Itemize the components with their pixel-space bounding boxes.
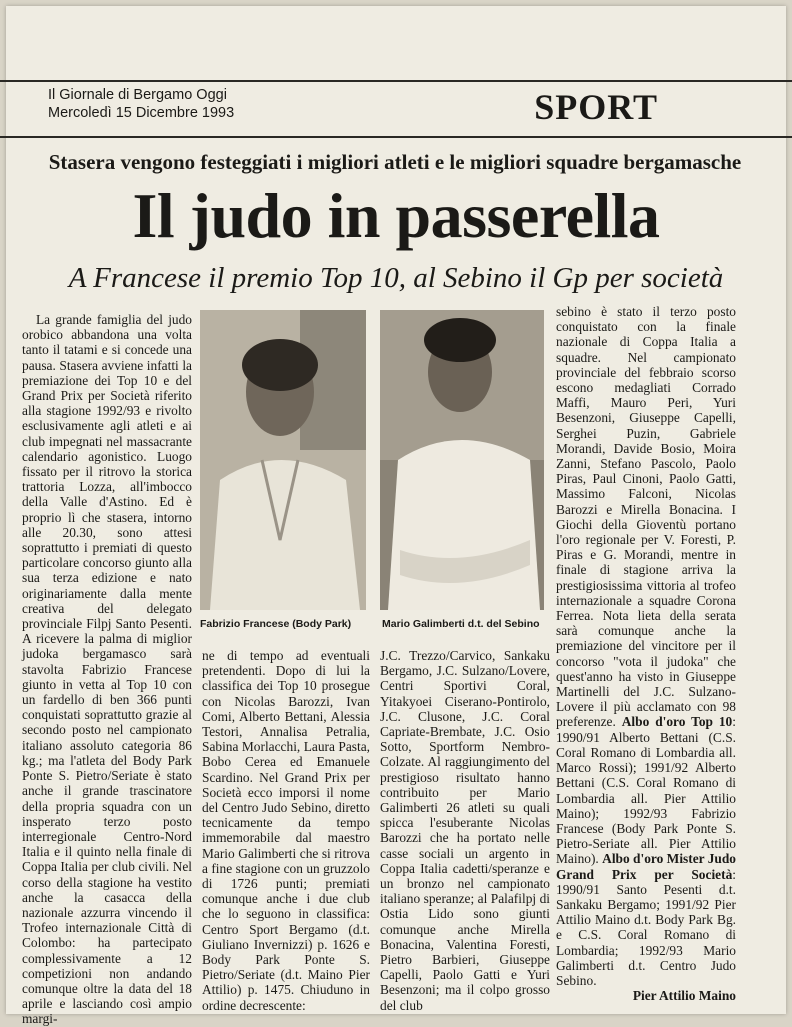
photo-caption-2: Mario Galimberti d.t. del Sebino	[382, 618, 540, 630]
albo-top10-title: Albo d'oro Top 10	[621, 714, 733, 730]
article-kicker: Stasera vengono festeggiati i migliori atleti e le migliori squadre bergamasche	[48, 150, 742, 174]
publication-name: Il Giornale di Bergamo Oggi	[48, 87, 227, 103]
column-text: J.C. Trezzo/Carvico, Sankaku Bergamo, J.C. Sulzano/Lovere, Centri Sportivi Coral, Yitakyoei Ciserano-Pontirolo, J.C. Clusone, J.C. Coral Capriate-Brembate, J.C. Osio Sotto, Sportform Nembro-Colzate. Al raggiungimento del prestigioso risultato hanno contribuito per Mario Galimberti 26 atleti su quali spicca l'esuberante Nicolas Barozzi che ha portato nelle casse sociali un argento in Coppa Italia cadetti/speranze e un bronzo nel campionato italiano speranze; al Palafilpj di Ostia Lido sono giunti comunque anche Mirella Bonacina, Valentina Foresti, Pietro Barbieri, Giuseppe Capelli, Paolo Gatti e Yuri Besenzoni; ma il colpo grosso del club	[380, 648, 550, 1013]
photo-mario-galimberti	[380, 310, 544, 610]
publication-date: Mercoledì 15 Dicembre 1993	[48, 105, 235, 121]
article-column-4	[556, 304, 736, 1003]
column-text	[556, 304, 736, 988]
column-text-part: sebino è stato il terzo posto conquistato con la finale nazionale di Coppa Italia a squadre. Nel campionato provinciale del febbraio scorso escono medagliati Corrado Maffi, Mauro Peri, Yuri Besenzoni, Giuseppe Capelli, Serghei Puzin, Gabriele Morandi, Davide Bosio, Moira Zanni, Stefano Pascolo, Paolo Piras, Paul Cinoni, Paolo Gatti, Massimo Falconi, Nicolas Barozzi e Mirella Bonacina. I Giochi della Gioventù portano l'oro regionale per V. Foresti, P. Piras e G. Morandi, mentre in finale di stagione arriva la prestigiosissima vittoria al trofeo internazionale a squadre Corona Ferrea. Nota lieta della serata sarà comunque anche la premiazione del vincitore per il concorso "vota il judoka" che quest'anno ha visto in Giuseppe Martinelli del J.C. Sulzano-Lovere il più acclamato con 98 preferenze.	[556, 304, 736, 730]
article-column-2	[202, 648, 370, 1013]
photo-caption-1: Fabrizio Francese (Body Park)	[200, 618, 352, 630]
albo-grandprix-text: : 1990/91 Santo Pesenti d.t. Sankaku Bergamo; 1991/92 Pier Attilio Maino d.t. Body Park Bg. e C.S. Coral Romano di Lombardia; 1992/93 Mario Galimberti d.t. Centro Judo Sebino.	[556, 866, 736, 988]
column-text: ne di tempo ad eventuali pretendenti. Dopo di lui la classifica dei Top 10 prosegue con Nicolas Barozzi, Ivan Comi, Alberto Bettani, Alessia Testori, Annalisa Petralia, Sabina Morlacchi, Laura Pasta, Bobo Cerea ed Emanuele Scardino. Nel Grand Prix per Società ecco imporsi il nome del Centro Judo Sebino, diretto tecnicamente da tempo immemorabile dal maestro Mario Galimberti che si ritrova a fine stagione con un gruzzolo di 1726 punti; premiati comunque anche i due club che lo seguono in classifica: Centro Sport Bergamo (d.t. Giuliano Invernizzi) p. 1626 e Body Park Ponte S. Pietro/Seriate (d.t. Maino Pier Attilio) p. 1475. Chiuduno in ordine decrescente:	[202, 648, 370, 1013]
albo-top10-text: : 1990/91 Alberto Bettani (C.S. Coral Romano di Lombardia all. Marco Rossi); 1991/92 Alberto Bettani (C.S. Coral Romano di Lombardia all. Pier Attilio Maino); 1992/93 Fabrizio Francese (Body Park Ponte S. Pietro-Seriate all. Pier Attilio Maino).	[556, 714, 736, 867]
top-rule	[0, 80, 792, 82]
article-byline: Pier Attilio Maino	[632, 988, 736, 1004]
article-column-3	[380, 648, 550, 1013]
masthead	[48, 86, 738, 130]
portrait-image	[380, 310, 544, 610]
publication-info	[48, 86, 234, 122]
column-text: La grande famiglia del judo orobico abbandona una volta tanto il tatami e si concede una pausa. Stasera avviene infatti la premiazione dei Top 10 e del Grand Prix per Società riferito alla stagione 1992/93 e rivolto esclusivamente agli atleti e ai club impegnati nel massacrante calendario agonistico. Luogo fissato per il ritrovo la storica trattoria Lozza, all'imbocco della Valle d'Astino. Ed è proprio lì che stasera, intorno alle 20.30, sono attesi soprattutto i premiati di questo particolare concorso giunto alla sua terza edizione e nato originariamente dalla mente creativa del delegato provinciale Filpj Santo Pesenti. A ricevere la palma di miglior judoka bergamasco sarà stavolta Fabrizio Francese giunto in vetta al Top 10 con un fardello di ben 366 punti conquistati soprattutto grazie al secondo posto nel campionato italiano assoluto categoria 86 kg.; ma l'atleta del Body Park Ponte S. Pietro/Seriate è stato anche il grande trascinatore della propria squadra con un insperato terzo posto interregionale Centro-Nord Italia e il quinto nella finale di Coppa Italia per club civili. Nel corso della stagione ha vestito anche la casacca della nazionale azzurra vincendo il Trofeo internazionale Città di Colombo: ha partecipato complessivamente a 12 competizioni non andando comunque oltre la data del 18 aprile e lasciando così ampio margi-	[22, 312, 192, 1027]
photo-fabrizio-francese	[200, 310, 366, 610]
masthead-rule	[0, 136, 792, 138]
article-headline: Il judo in passerella	[132, 180, 660, 251]
albo-grandprix-title: Albo d'oro Mister Judo Grand Prix per Società	[556, 851, 736, 882]
article-subhead: A Francese il premio Top 10, al Sebino il Gp per società	[68, 262, 724, 294]
article-column-1	[22, 312, 192, 1027]
section-title: SPORT	[534, 87, 658, 127]
portrait-image	[200, 310, 366, 610]
